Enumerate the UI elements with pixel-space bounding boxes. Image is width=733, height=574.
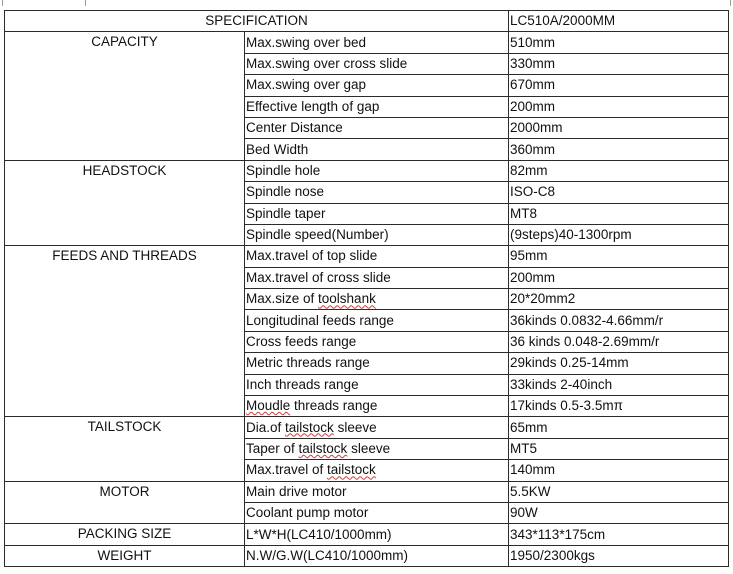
spec-value: 200mm	[509, 267, 729, 288]
section-label: MOTOR	[5, 481, 245, 524]
spellcheck-underline: tailstock	[298, 441, 348, 456]
spec-value: 90W	[509, 502, 729, 523]
spec-item: Max.travel of cross slide	[245, 267, 509, 288]
section-label: TAILSTOCK	[5, 417, 245, 481]
spec-item: Cross feeds range	[245, 331, 509, 352]
spellcheck-underline: Moudle	[246, 398, 291, 414]
spec-value: MT5	[509, 438, 729, 459]
spellcheck-underline: tailstock	[285, 419, 334, 435]
corner-mark-left	[2, 0, 3, 6]
spec-item: N.W/G.W(LC410/1000mm)	[245, 545, 509, 566]
spec-value: 360mm	[509, 139, 729, 160]
section-label: WEIGHT	[5, 545, 245, 566]
spec-value: 5.5KW	[509, 481, 729, 502]
corner-mark-right	[730, 0, 731, 6]
spec-value: MT8	[509, 203, 729, 224]
spec-item: Max.travel of tailstock	[245, 460, 509, 481]
table-row	[5, 481, 729, 502]
spec-value: 140mm	[509, 460, 729, 481]
spec-value: 17kinds 0.5-3.5mπ	[509, 396, 729, 417]
spec-item: Dia.of tailstock sleeve	[245, 417, 509, 438]
spec-value: 95mm	[509, 246, 729, 267]
section-label: FEEDS AND THREADS	[5, 246, 245, 417]
spec-item: Spindle nose	[245, 182, 509, 203]
section-label: PACKING SIZE	[5, 524, 245, 545]
table-row	[5, 545, 729, 566]
spec-item: Inch threads range	[245, 374, 509, 395]
corner-mark-mid	[85, 0, 86, 6]
spec-item: Spindle hole	[245, 160, 509, 181]
spec-value: 200mm	[509, 96, 729, 117]
table-row	[5, 417, 729, 438]
spec-value: 65mm	[509, 417, 729, 438]
spec-item: Spindle taper	[245, 203, 509, 224]
spec-item: Max.size of toolshank	[245, 289, 509, 310]
spec-value: 2000mm	[509, 117, 729, 138]
spec-value: 33kinds 2-40inch	[509, 374, 729, 395]
spec-value: 36 kinds 0.048-2.69mm/r	[509, 331, 729, 352]
spec-value: 670mm	[509, 75, 729, 96]
spec-item: Max.swing over gap	[245, 75, 509, 96]
section-label: CAPACITY	[5, 32, 245, 160]
header-row	[5, 11, 729, 32]
spec-value: 29kinds 0.25-14mm	[509, 353, 729, 374]
spec-item: Coolant pump motor	[245, 502, 509, 523]
spellcheck-underline: toolshank	[318, 291, 376, 307]
spec-item: Bed Width	[245, 139, 509, 160]
spec-item: Longitudinal feeds range	[245, 310, 509, 331]
spec-item: L*W*H(LC410/1000mm)	[245, 524, 509, 545]
spec-item: Max.swing over cross slide	[245, 53, 509, 74]
spec-value: 343*113*175cm	[509, 524, 729, 545]
spellcheck-underline: tailstock	[327, 462, 376, 478]
table-row	[5, 160, 729, 181]
spec-value: 36kinds 0.0832-4.66mm/r	[509, 310, 729, 331]
spec-value: 82mm	[509, 160, 729, 181]
spec-item: Effective length of gap	[245, 96, 509, 117]
spec-item: Moudle threads range	[245, 396, 509, 417]
spec-value: 1950/2300kgs	[509, 545, 729, 566]
model-heading: LC510A/2000MM	[509, 11, 729, 32]
spec-item: Spindle speed(Number)	[245, 224, 509, 245]
table-row	[5, 524, 729, 545]
spec-item: Center Distance	[245, 117, 509, 138]
spec-item: Taper of tailstock sleeve	[245, 438, 509, 459]
specification-heading: SPECIFICATION	[5, 11, 509, 32]
page-corner-marks	[0, 0, 733, 8]
specification-table-body	[5, 11, 729, 567]
spec-value: 510mm	[509, 32, 729, 53]
spec-value: 330mm	[509, 53, 729, 74]
specification-table	[4, 10, 729, 567]
spec-item: Metric threads range	[245, 353, 509, 374]
spec-item: Main drive motor	[245, 481, 509, 502]
spec-item: Max.swing over bed	[245, 32, 509, 53]
section-label: HEADSTOCK	[5, 160, 245, 246]
spec-value: ISO-C8	[509, 182, 729, 203]
spec-value: (9steps)40-1300rpm	[509, 224, 729, 245]
spec-item: Max.travel of top slide	[245, 246, 509, 267]
table-row	[5, 246, 729, 267]
table-row	[5, 32, 729, 53]
spec-value: 20*20mm2	[509, 289, 729, 310]
